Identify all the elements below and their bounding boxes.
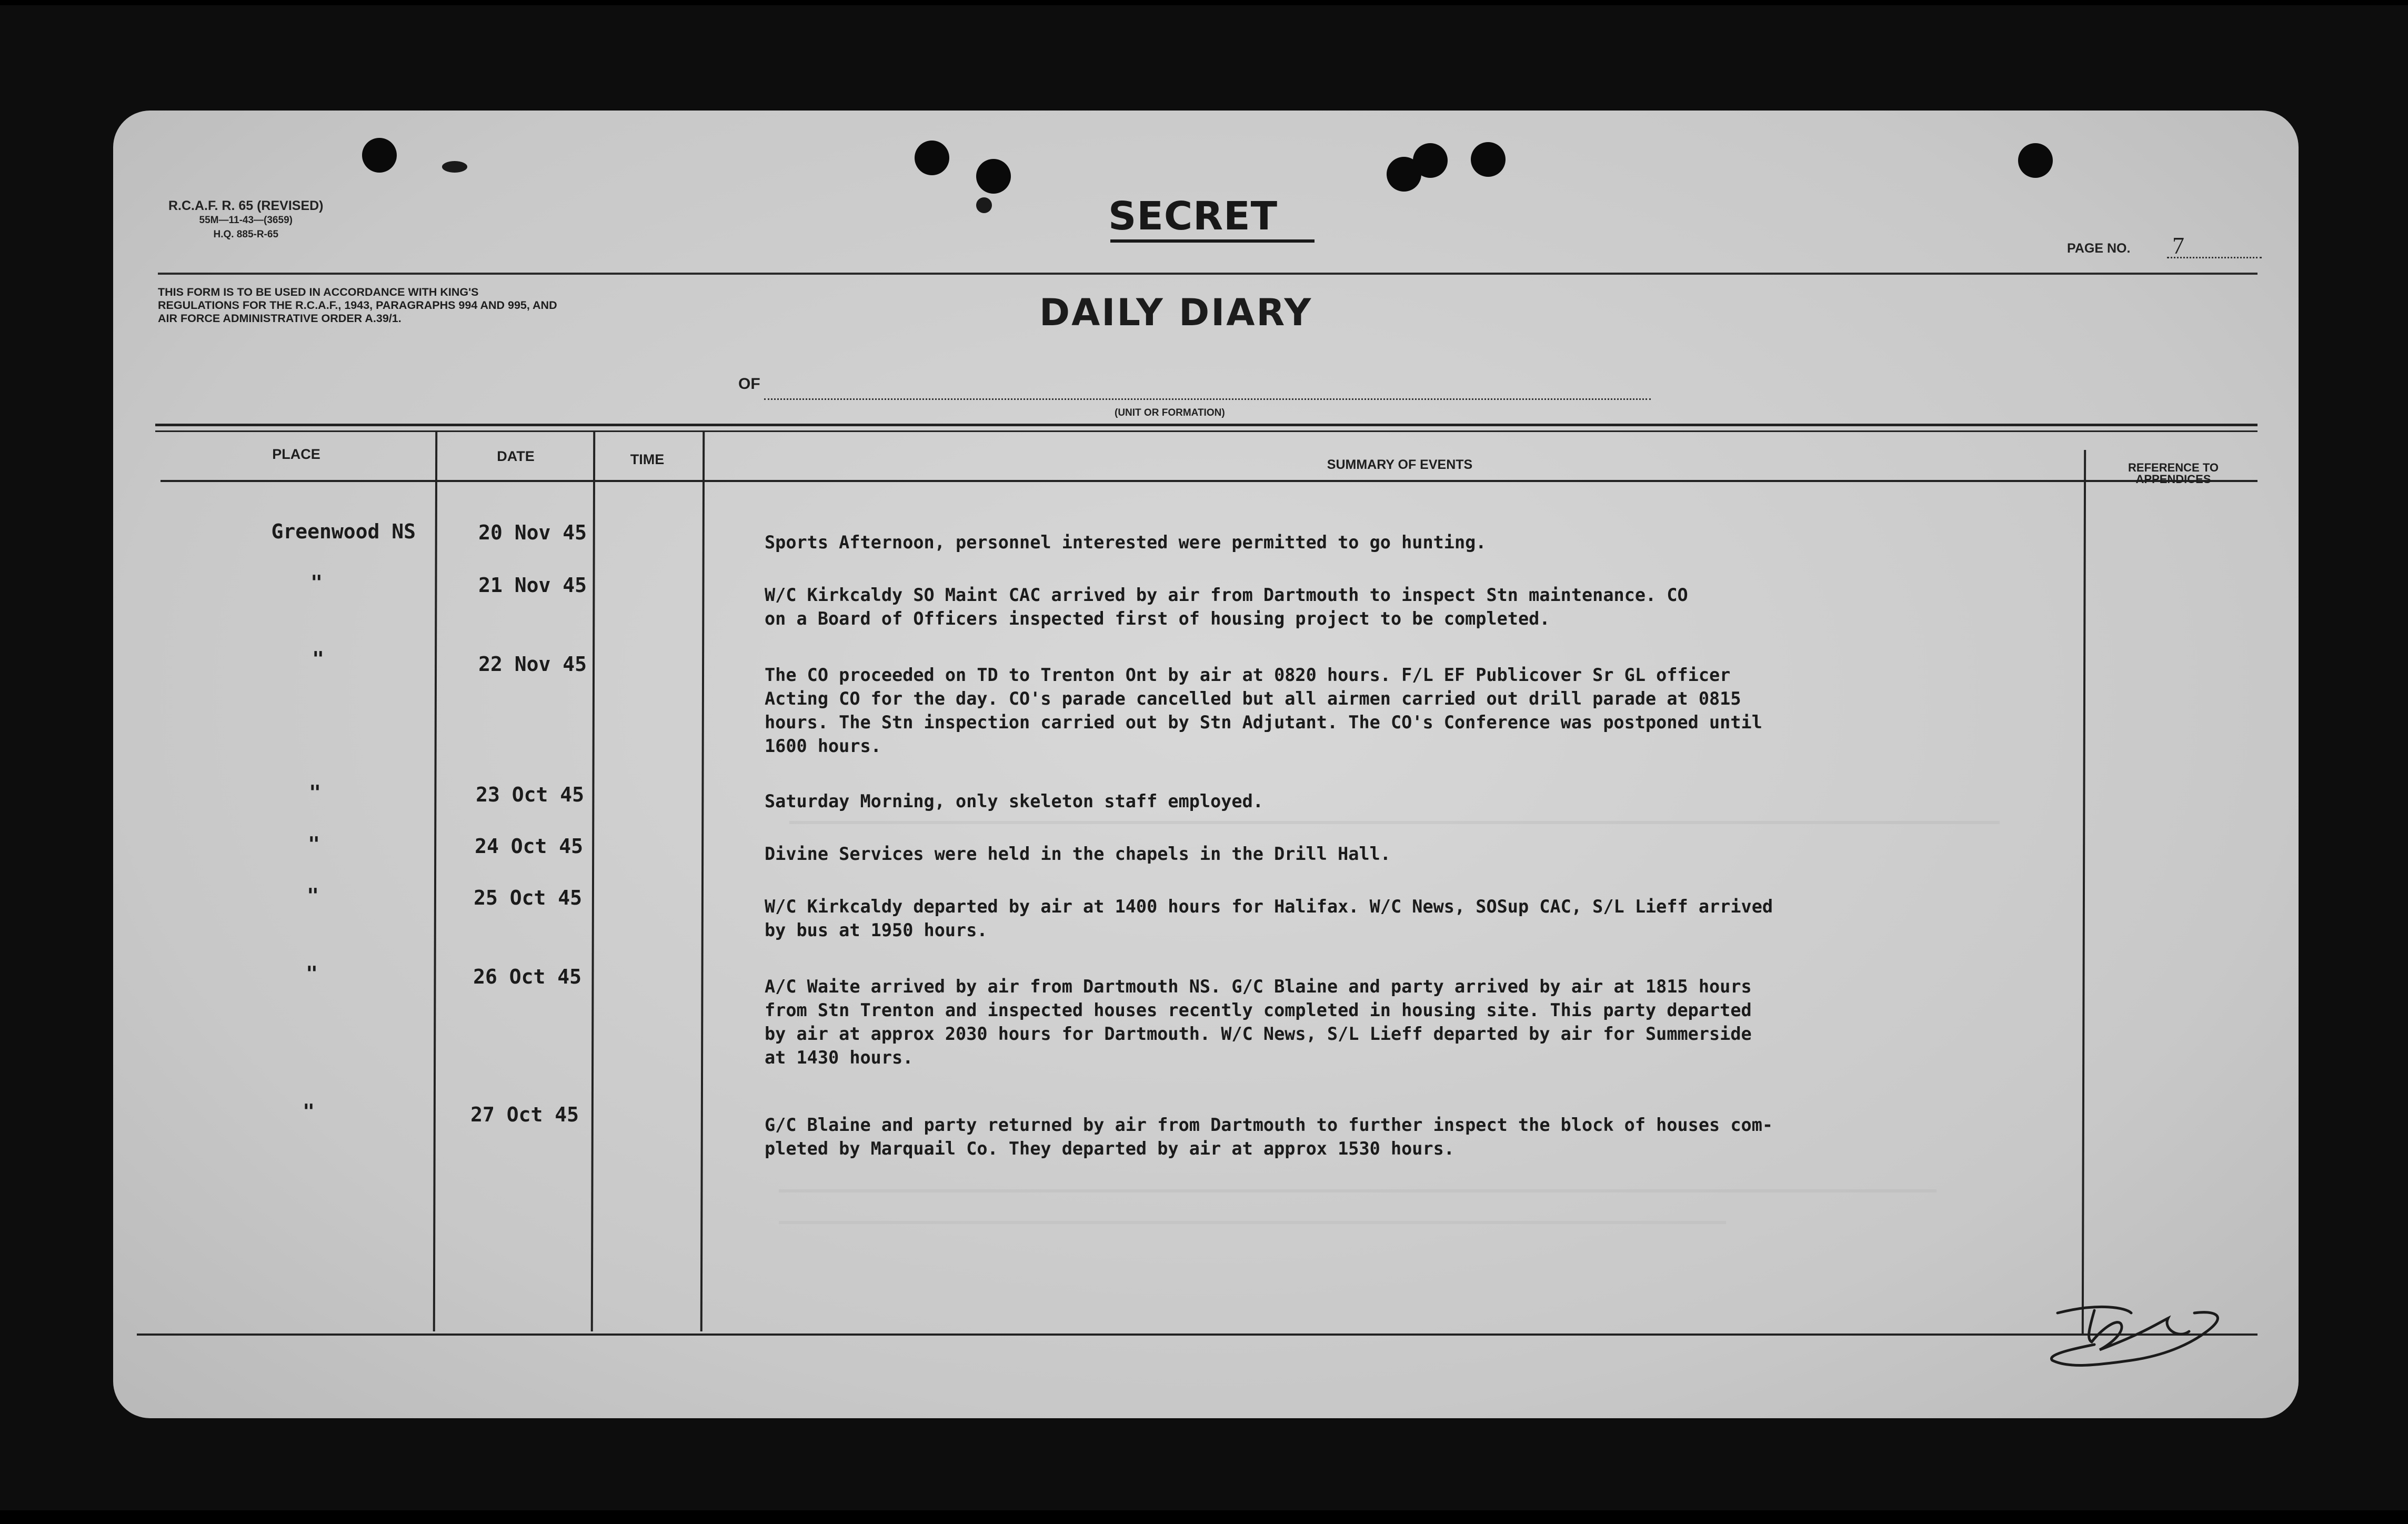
header-rule xyxy=(158,273,2258,275)
form-instructions: THIS FORM IS TO BE USED IN ACCORDANCE WITH KING'S REGULATIONS FOR THE R.C.A.F., 1943, PARAGRAPHS 994 AND 995, AND AIR FORCE ADMINISTRATIVE ORDER A.39/1. xyxy=(158,286,557,325)
smudge-mark xyxy=(976,197,992,213)
entry-place: " xyxy=(309,781,321,804)
page-number-label: PAGE NO. xyxy=(2067,241,2131,256)
entry-date: 23 Oct 45 xyxy=(476,783,584,806)
entry-place: " xyxy=(307,884,319,907)
page-number-value: 7 xyxy=(2172,232,2184,259)
bleed-through-mark xyxy=(779,1221,1726,1224)
entry-summary: W/C Kirkcaldy SO Maint CAC arrived by air from Dartmouth to inspect Stn maintenance. CO on a Board of Officers inspected first of housing project to be completed. xyxy=(765,585,1688,629)
entry-place: " xyxy=(308,833,320,856)
unit-field-line xyxy=(764,398,1651,400)
entry-place: " xyxy=(303,1100,315,1123)
entry-summary: Saturday Morning, only skeleton staff employed. xyxy=(765,791,1263,811)
table-bottom-rule xyxy=(137,1334,2258,1336)
classification-underline xyxy=(1110,239,1315,243)
column-header-summary: SUMMARY OF EVENTS xyxy=(1327,457,1473,472)
column-header-time: TIME xyxy=(630,452,665,467)
page-title: DAILY DIARY xyxy=(1039,291,1313,334)
form-ref-line1: R.C.A.F. R. 65 (REVISED) xyxy=(168,198,324,213)
entry-summary: A/C Waite arrived by air from Dartmouth NS. G/C Blaine and party arrived by air at 1815 hours from Stn Trenton and inspected houses recently completed in housing site. This party departed by air at approx 2030 hours for Dartmouth. W/C News, S/L Lieff departed by air for Summerside at 1430 hours. xyxy=(765,976,1752,1068)
table-top-rule-inner xyxy=(155,430,2258,432)
column-header-reference: REFERENCE TO APPENDICES xyxy=(2128,461,2219,486)
punch-hole xyxy=(2018,143,2053,178)
column-header-date: DATE xyxy=(497,448,535,464)
classification-stamp: SECRET xyxy=(1108,194,1278,239)
entry-summary: W/C Kirkcaldy departed by air at 1400 hours for Halifax. W/C News, SOSup CAC, S/L Lieff arrived by bus at 1950 hours. xyxy=(765,896,1773,940)
punch-hole xyxy=(976,159,1011,194)
of-label: OF xyxy=(738,375,760,393)
entry-date: 21 Nov 45 xyxy=(478,574,587,597)
entry-date: 27 Oct 45 xyxy=(470,1103,579,1126)
entry-place: Greenwood NS xyxy=(271,520,416,543)
smudge-mark xyxy=(442,161,467,173)
punch-hole xyxy=(1413,143,1448,178)
entry-place: " xyxy=(306,962,318,985)
form-ref-line2: 55M—11-43—(3659) xyxy=(199,215,293,226)
entry-place: " xyxy=(312,647,324,670)
punch-hole xyxy=(915,141,949,175)
entry-summary: Divine Services were held in the chapels in the Drill Hall. xyxy=(765,844,1391,864)
entry-date: 22 Nov 45 xyxy=(478,653,587,676)
entry-place: " xyxy=(310,571,323,594)
entry-date: 25 Oct 45 xyxy=(474,886,582,909)
unit-caption: (UNIT OR FORMATION) xyxy=(1115,407,1225,418)
table-top-rule xyxy=(155,424,2258,426)
entry-summary: G/C Blaine and party returned by air from Dartmouth to further inspect the block of houses com- pleted by Marquail Co. They departed by air at approx 1530 hours. xyxy=(765,1115,1773,1159)
column-header-place: PLACE xyxy=(272,446,320,462)
signature-initials xyxy=(2036,1281,2258,1376)
table-header-rule xyxy=(160,480,2258,482)
scan-border-top xyxy=(0,0,2408,5)
entry-date: 26 Oct 45 xyxy=(473,965,581,988)
punch-hole xyxy=(362,138,397,173)
punch-hole xyxy=(1471,142,1506,177)
entry-date: 20 Nov 45 xyxy=(478,521,587,544)
entry-summary: Sports Afternoon, personnel interested were permitted to go hunting. xyxy=(765,532,1487,553)
bleed-through-mark xyxy=(779,1189,1937,1192)
scan-border-bottom xyxy=(0,1510,2408,1524)
entry-summary: The CO proceeded on TD to Trenton Ont by air at 0820 hours. F/L EF Publicover Sr GL officer Acting CO for the day. CO's parade cancelled but all airmen carried out drill parade at 0815 hours. The Stn inspection carried out by Stn Adjutant. The CO's Conference was postponed until 1600 hours. xyxy=(765,665,1762,756)
bleed-through-mark xyxy=(789,821,2000,824)
form-ref-line3: H.Q. 885-R-65 xyxy=(213,229,279,240)
entry-date: 24 Oct 45 xyxy=(475,835,583,858)
form-reference xyxy=(168,199,324,242)
